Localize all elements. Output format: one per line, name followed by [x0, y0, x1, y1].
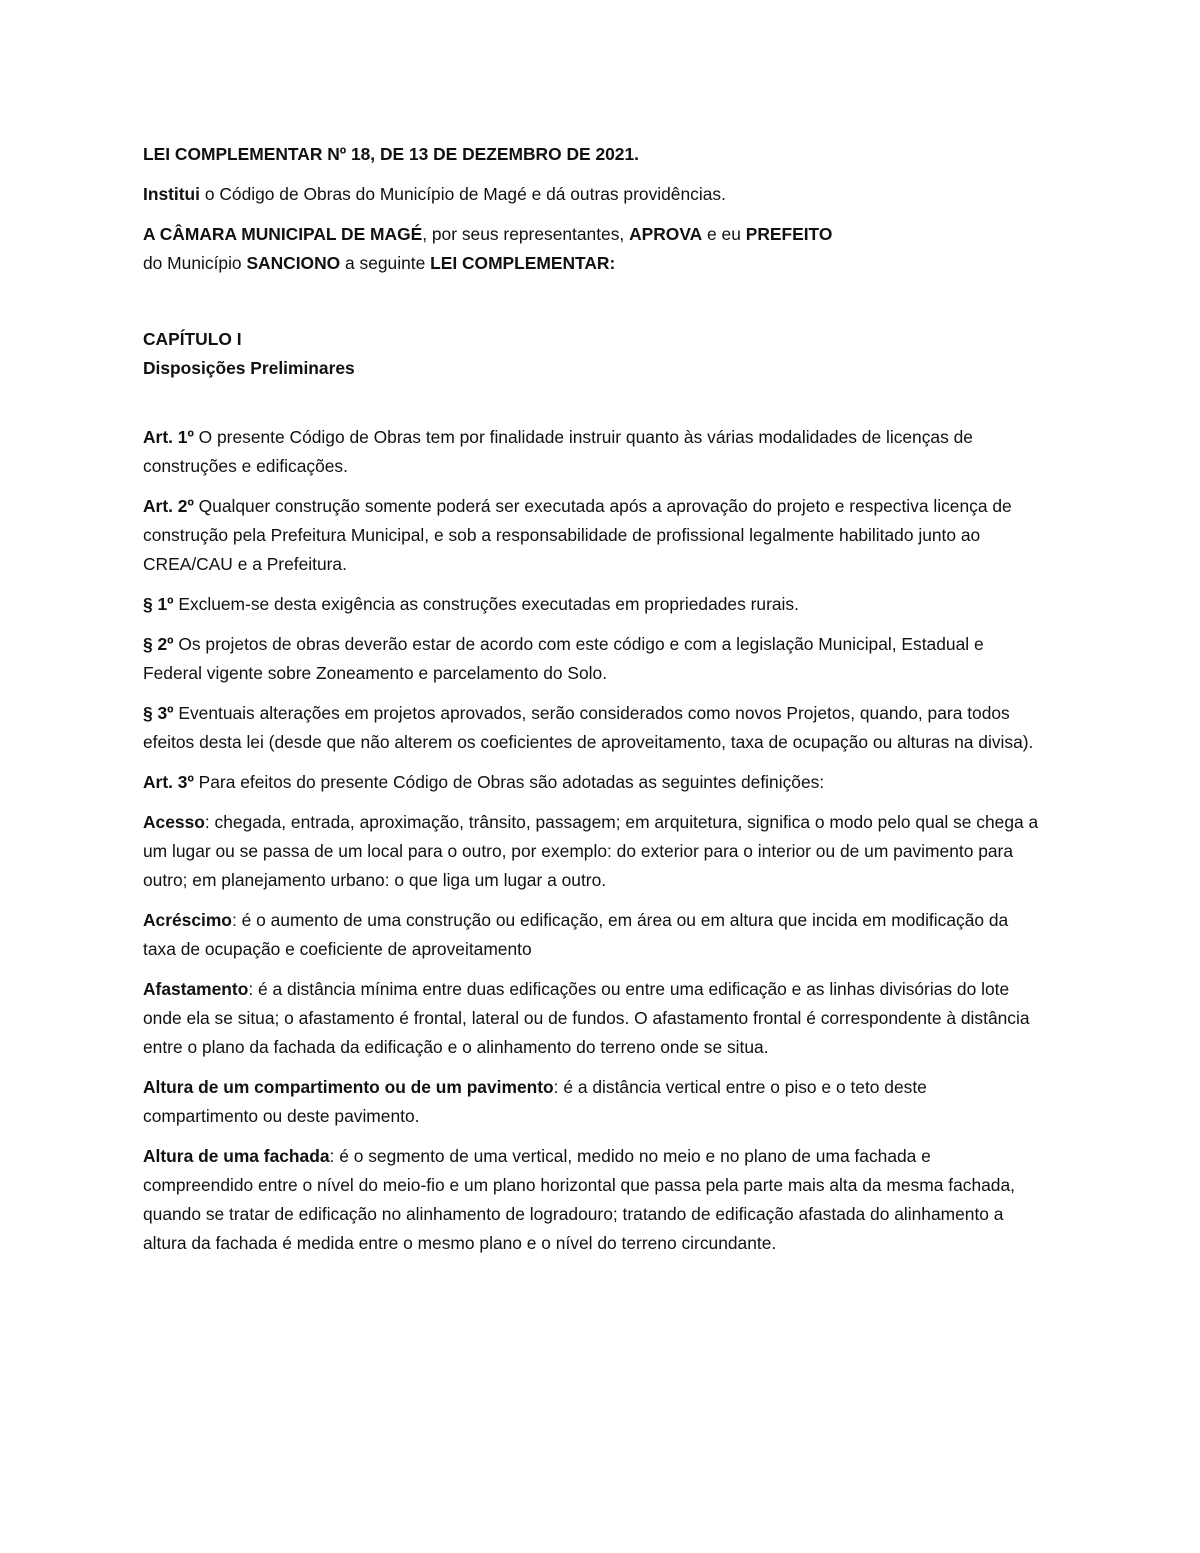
paragraph-3: § 3º Eventuais alterações em projetos aprovados, serão considerados como novos Projetos, quando, para todos efeitos desta lei (desde que não alterem os coeficientes de aproveitamento, taxa de ocupação ou alturas na divisa).: [143, 703, 1034, 752]
definition-altura-compartimento: Altura de um compartimento ou de um pavimento: é a distância vertical entre o piso e o teto deste compartimento ou deste pavimento.: [143, 1077, 927, 1126]
document-page: [143, 140, 1043, 1258]
law-title: LEI COMPLEMENTAR Nº 18, DE 13 DE DEZEMBRO DE 2021.: [143, 144, 639, 164]
chapter-number: CAPÍTULO I: [143, 329, 242, 349]
definition-acesso: Acesso: chegada, entrada, aproximação, trânsito, passagem; em arquitetura, significa o modo pelo qual se chega a um lugar ou se passa de um local para o outro, por exemplo: do exterior para o interior ou de um pavimento para outro; em planejamento urbano: o que liga um lugar a outro.: [143, 812, 1039, 890]
article-1: Art. 1º O presente Código de Obras tem por finalidade instruir quanto às várias modalidades de licenças de construções e edificações.: [143, 427, 973, 476]
ementa: Institui o Código de Obras do Município de Magé e dá outras providências.: [143, 184, 726, 204]
definition-afastamento: Afastamento: é a distância mínima entre duas edificações ou entre uma edificação e as linhas divisórias do lote onde ela se situa; o afastamento é frontal, lateral ou de fundos. O afastamento frontal é correspondente à distância entre o plano da fachada da edificação e o alinhamento do terreno onde se situa.: [143, 979, 1030, 1057]
paragraph-1: § 1º Excluem-se desta exigência as construções executadas em propriedades rurais.: [143, 594, 799, 614]
article-3: Art. 3º Para efeitos do presente Código de Obras são adotadas as seguintes definições:: [143, 772, 825, 792]
chapter-heading: [143, 325, 1043, 383]
paragraph-2: § 2º Os projetos de obras deverão estar de acordo com este código e com a legislação Municipal, Estadual e Federal vigente sobre Zoneamento e parcelamento do Solo.: [143, 634, 984, 683]
article-2: Art. 2º Qualquer construção somente poderá ser executada após a aprovação do projeto e respectiva licença de construção pela Prefeitura Municipal, e sob a responsabilidade de profissional legalmente habilitado junto ao CREA/CAU e a Prefeitura.: [143, 496, 1012, 574]
definition-altura-fachada: Altura de uma fachada: é o segmento de uma vertical, medido no meio e no plano de uma fachada e compreendido entre o nível do meio-fio e um plano horizontal que passa pela parte mais alta da mesma fachada, quando se tratar de edificação no alinhamento de logradouro; tratando de edificação afastada do alinhamento a altura da fachada é medida entre o mesmo plano e o nível do terreno circundante.: [143, 1146, 1015, 1253]
chapter-title: Disposições Preliminares: [143, 358, 355, 378]
definition-acrescimo: Acréscimo: é o aumento de uma construção ou edificação, em área ou em altura que incida em modificação da taxa de ocupação e coeficiente de aproveitamento: [143, 910, 1009, 959]
preamble: A CÂMARA MUNICIPAL DE MAGÉ, por seus representantes, APROVA e eu PREFEITO do Município SANCIONO a seguinte LEI COMPLEMENTAR:: [143, 224, 833, 273]
